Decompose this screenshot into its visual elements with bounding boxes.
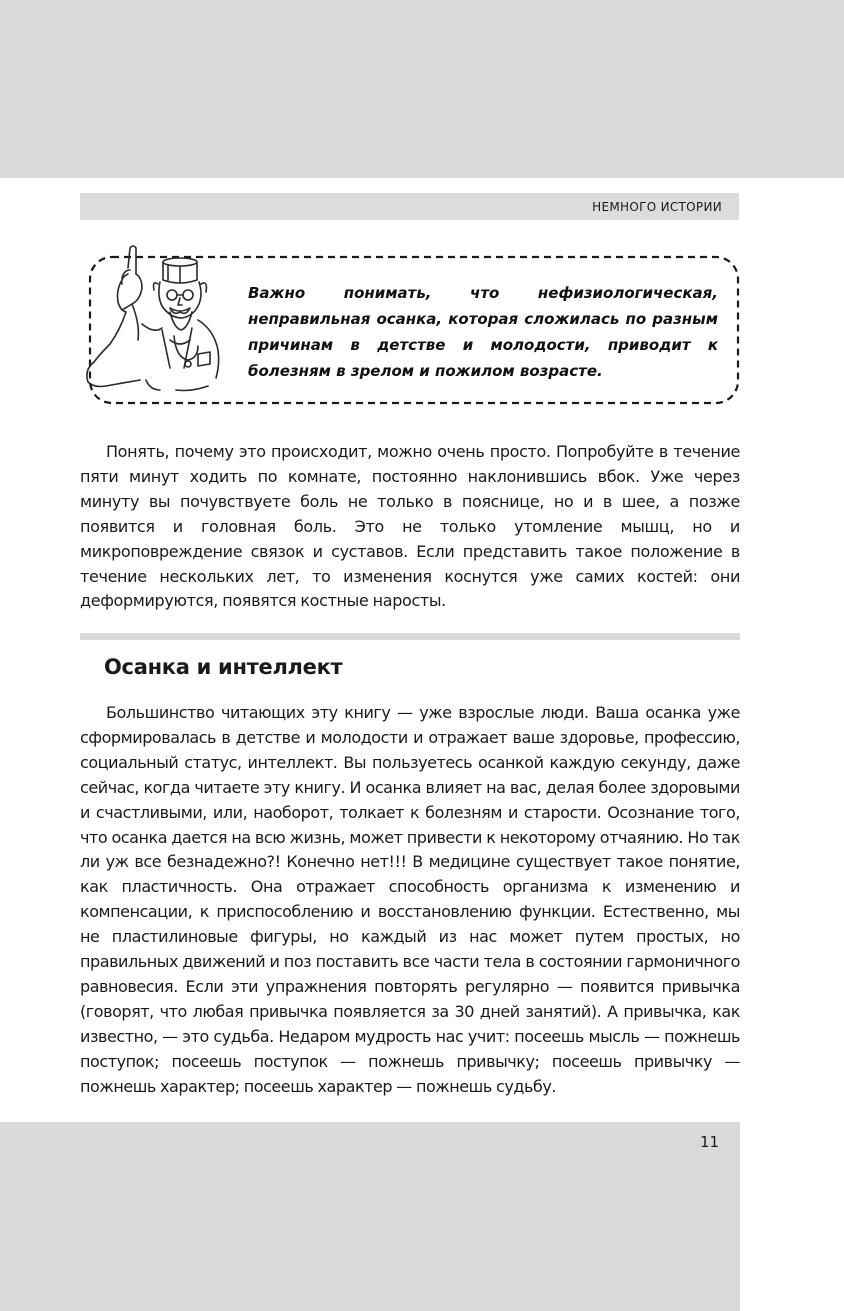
running-header-title: НЕМНОГО ИСТОРИИ: [592, 200, 722, 214]
running-header-bar: [80, 193, 739, 220]
body-paragraph-1: Понять, почему это происходит, можно очень просто. Попробуйте в течение пяти минут ходить по комнате, постоянно наклонившись вбок. Уже через минуту вы почувствуете боль не только в пояснице, но и в шее, а позже появится и головная боль. Это не только утомление мышц, но и микроповреждение связок и суставов. Если представить такое положение в течение нескольких лет, то изменения коснутся уже самих костей: они деформируются, появятся костные наросты.: [80, 442, 740, 611]
doctor-raising-finger-illustration: [80, 240, 230, 400]
section-divider: [80, 633, 740, 640]
callout-text: Важно понимать, что нефизиологическая, неправильная осанка, которая сложилась по разным причинам в детстве и молодости, приводит к болезням в зрелом и пожилом возрасте.: [248, 284, 718, 380]
callout-box: [78, 254, 740, 406]
page-number: 11: [700, 1133, 720, 1151]
top-gray-band: [0, 0, 844, 178]
body-paragraph-2: Большинство читающих эту книгу — уже взрослые люди. Ваша осанка уже сформировалась в детстве и молодости и отражает ваше здоровье, профессию, социальный статус, интеллект. Вы пользуетесь осанкой каждую секунду, даже сейчас, когда читаете эту книгу. И осанка влияет на вас, делая более здоровыми и счастливыми, или, наоборот, толкает к болезням и старости. Осознание того, что осанка дается на всю жизнь, может привести к некоторому отчаянию. Но так ли уж все безнадежно?! Конечно нет!!! В медицине существует такое понятие, как пластичность. Она отражает способность организма к изменению и компенсации, к приспособлению и восстановлению функции. Естественно, мы не пластилиновые фигуры, но каждый из нас может путем простых, но правильных движений и поз поставить все части тела в состоянии гармоничного равновесия. Если эти упражнения повторять регулярно — появится привычка (говорят, что любая привычка появляется за 30 дней занятий). А привычка, как известно, — это судьба. Недаром мудрость нас учит: посеешь мысль — пожнешь поступок; посеешь поступок — пожнешь привычку; посеешь привычку — пожнешь характер; посеешь характер — пожнешь судьбу.: [80, 703, 740, 1096]
bottom-gray-band: [0, 1122, 740, 1311]
section-title: Осанка и интеллект: [104, 655, 343, 679]
